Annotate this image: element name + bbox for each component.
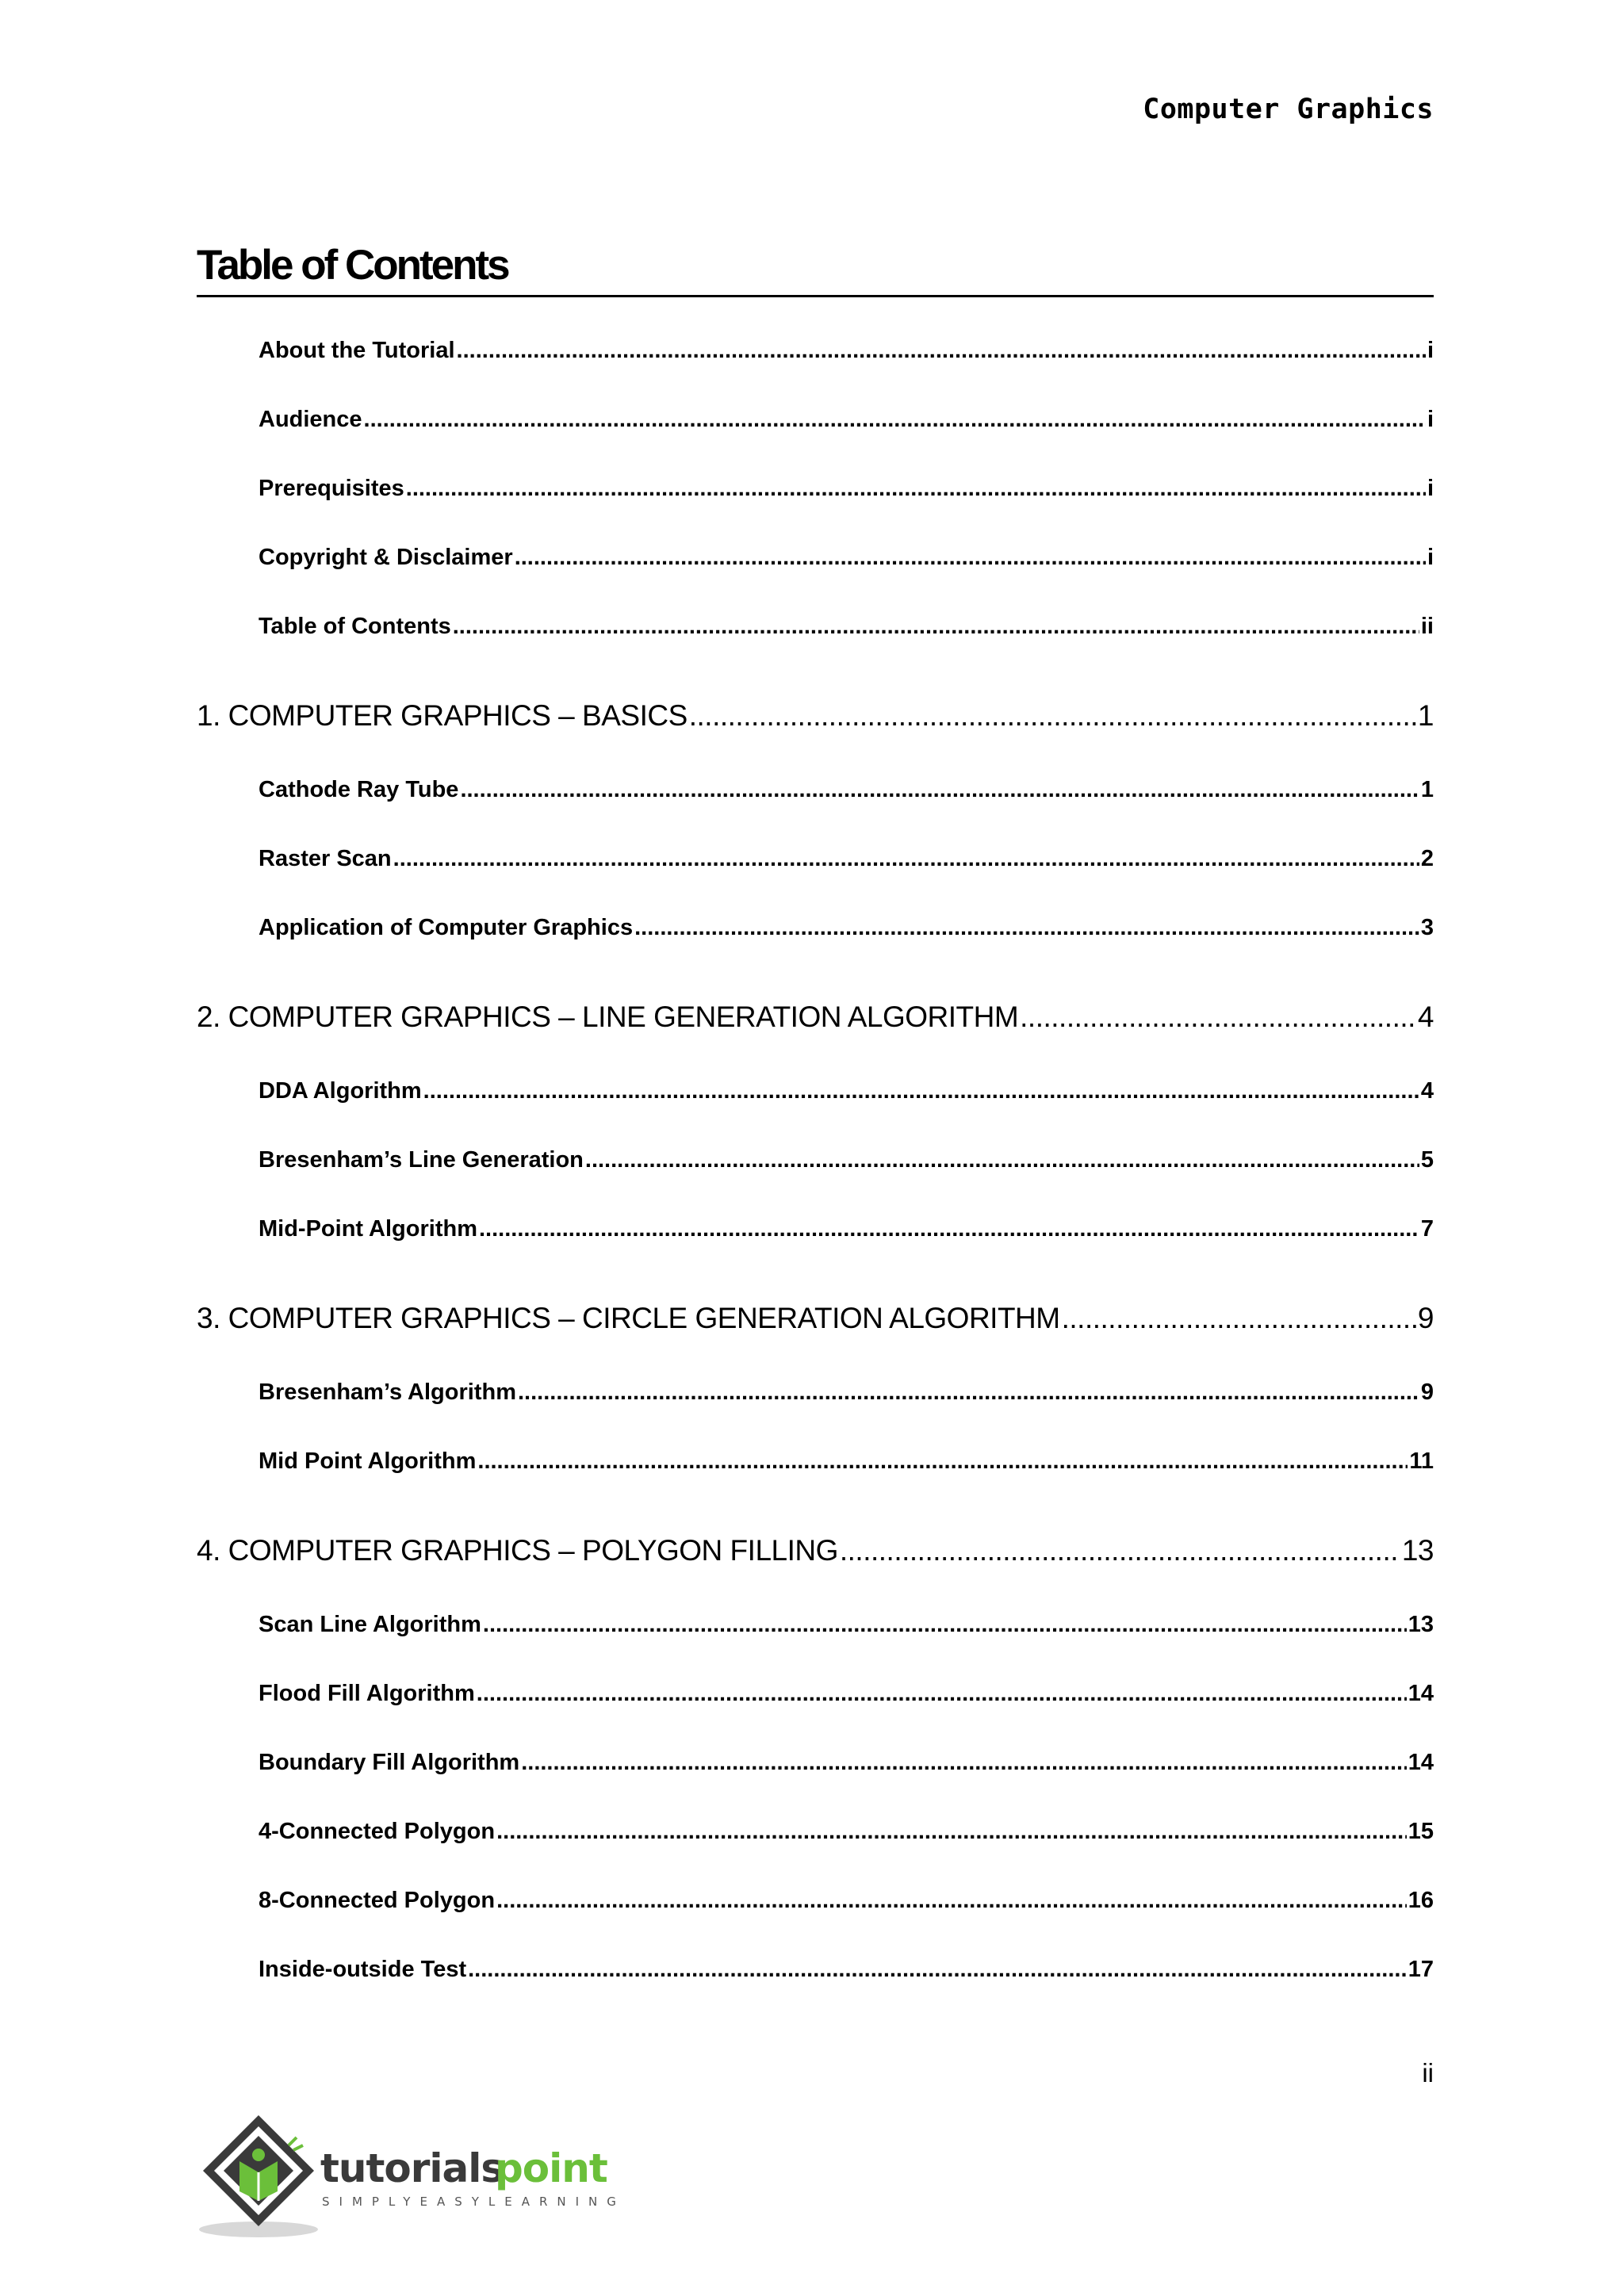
tutorialspoint-logo — [195, 2109, 639, 2244]
toc-entry-4-connected[interactable]: 4-Connected Polygon ..... 15 — [259, 1819, 1434, 1845]
toc-entry-8-connected[interactable]: 8-Connected Polygon ..... 16 — [259, 1888, 1434, 1914]
logo-wordmark-left: tutorials — [320, 2145, 504, 2191]
toc-chapter-1[interactable]: 1. COMPUTER GRAPHICS – BASICS ..... 1 — [197, 699, 1434, 733]
tutorialspoint-logo-icon — [203, 2115, 314, 2226]
toc-entry-table-of-contents[interactable]: Table of Contents ..... ii — [259, 614, 1434, 640]
toc-entry-boundary-fill[interactable]: Boundary Fill Algorithm ..... 14 — [259, 1750, 1434, 1776]
page-number: ii — [1422, 2058, 1434, 2087]
toc-entry-prerequisites[interactable]: Prerequisites ..... i — [259, 476, 1434, 502]
toc-entry-flood-fill[interactable]: Flood Fill Algorithm ..... 14 — [259, 1681, 1434, 1707]
toc-entry-mid-point-line[interactable]: Mid-Point Algorithm ..... 7 — [259, 1216, 1434, 1242]
toc-chapter-4[interactable]: 4. COMPUTER GRAPHICS – POLYGON FILLING ..... 13 — [197, 1534, 1434, 1567]
toc-title: Table of Contents — [197, 243, 1434, 297]
toc-entry-bresenham-line[interactable]: Bresenham’s Line Generation ..... 5 — [259, 1147, 1434, 1173]
toc-entry-dda[interactable]: DDA Algorithm ..... 4 — [259, 1078, 1434, 1104]
toc-entry-inside-outside[interactable]: Inside-outside Test ..... 17 — [259, 1957, 1434, 1983]
toc-chapter-2[interactable]: 2. COMPUTER GRAPHICS – LINE GENERATION ALGORITHM ..... 4 — [197, 1001, 1434, 1034]
toc-entry-copyright[interactable]: Copyright & Disclaimer ..... i — [259, 545, 1434, 571]
logo-wordmark-right: point — [495, 2145, 607, 2191]
toc-entry-about-tutorial[interactable]: About the Tutorial ..... i — [259, 338, 1434, 364]
toc-entry-cathode-ray-tube[interactable]: Cathode Ray Tube ..... 1 — [259, 777, 1434, 803]
toc-chapter-3[interactable]: 3. COMPUTER GRAPHICS – CIRCLE GENERATION ALGORITHM ..... 9 — [197, 1302, 1434, 1335]
toc-entry-audience[interactable]: Audience ..... i — [259, 407, 1434, 433]
toc-entry-application[interactable]: Application of Computer Graphics ..... 3 — [259, 915, 1434, 941]
logo-tagline: SIMPLYEASYLEARNING — [322, 2195, 626, 2209]
toc-entry-scan-line[interactable]: Scan Line Algorithm ..... 13 — [259, 1612, 1434, 1638]
toc-entry-raster-scan[interactable]: Raster Scan ..... 2 — [259, 846, 1434, 872]
toc-entry-bresenham-circle[interactable]: Bresenham’s Algorithm ..... 9 — [259, 1380, 1434, 1406]
toc-entry-mid-point-circle[interactable]: Mid Point Algorithm ..... 11 — [259, 1448, 1434, 1475]
running-header: Computer Graphics — [1143, 94, 1434, 125]
